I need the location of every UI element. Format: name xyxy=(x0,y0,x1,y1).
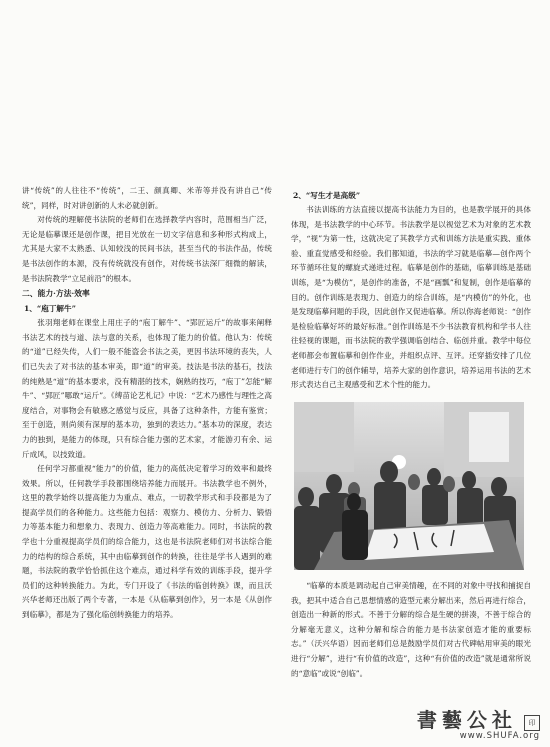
paragraph-training-method: 书法训练的方法直接以提高书法能力为目的，也是教学展开的具体体现，是书法教学的中心环节。书法教学是以视觉艺术为对象的艺术教学，“视”为第一性，这就决定了其教学方式和训练方法是重实践、重体验、重直觉感受和经验。我们都知道，书法的学习就是临摹—创作两个环节循环往复的螺旋式递进过程。临摹是创作的基础，临摹训练是基础训练，是“为模仿”，是创作的准备，不是“画瓢”和复制，创作是临摹的目的。创作训练是表现力、创造力的综合训练，是“内模仿”的外化，也是发现临摹问题的手段，因此创作又促进临摹。所以你海老师说：“创作是检验临摹好坏的最好标准。”创作训练是不少书法教育机构和学书人往往轻视的课题，而书法院的教学强调临创结合、临创并重。教学中每位老师都会布置临摹和创作作业，并组织点评、互评。还穿插安排了几位老师进行专门的创作辅导，培养大家的创作意识，培养运用书法的艺术形式表达自己主观感受和艺术个性的能力。 xyxy=(291,205,531,390)
classroom-photo-graphic xyxy=(294,402,524,570)
subheading-paoding: 1、“庖丁解牛” xyxy=(24,304,76,314)
section-heading-ability: 二、能力·方法·效率 xyxy=(22,289,90,299)
paragraph-zhang-yuxiang: 张羽翔老师在课堂上用庄子的“庖丁解牛”、“郢匠运斤”的故事来阐释书法艺术的技与道、法与意的关系，也体现了能力的价值。他认为：传统的“道”已经失传，人们一般不能盗会书法之美，更因书法环境的丧失，人们已失去了对书法的基本审美，即“道”的审美。技法是书法的基石，技法的纯熟是“道”的基本要求，没有精湛的技术，娴熟的技巧，“庖丁”怎能“解牛”、“郢匠”哪敢“运斤”。《缚苗论艺札记》中说：“艺术乃感性与理性之高度结合，对事物会有敏感之感觉与反应，具备了这种条件，方能有鉴赏；至于创造，则尚须有深厚的基本功，独到的表达力。”基本功的深度，表达力的独到，是能力的体现，只有综合能力强的艺术家，才能游刃有余、运斤成风，以技致道。 xyxy=(22,318,272,459)
paragraph-tradition-scope: 对传统的理解使书法院的老师们在选择教学内容时，范围相当广泛，无论是临摹课还是创作课，把目光放在一切文字信息和多种形式构成上，尤其是大家不太熟悉、认知较浅的民间书法，甚至当代的书法作品，传统是书法创作的本源，没有传统就没有创作，对传统书法深厂细微的解读，是书法院教学“立足前沿”的根本。 xyxy=(22,215,272,283)
left-text-column xyxy=(22,184,272,623)
paragraph-tradition-continued: 讲“传统”的人往往不“传统”，二王、颜真卿、米芾等并没有讲自己“传统”，同样，时对讲创新的人未必就创新。 xyxy=(22,186,272,210)
watermark-site: www.SHUFA.org xyxy=(459,731,540,741)
paragraph-copying-essence: “临摹的本质是调动起自己审美情趣，在不同的对象中寻找和捕捉自我，把其中适合自己思想情感的造型元素分解出来，然后再进行综合，创造出一种新的形式。不善于分解的综合是生硬的拼凑，不善于综合的分解毫无意义，这种分解和综合的能力是书法家创造才能的重要标志。”（沃兴华语）因而老师们总是鼓励学员们对古代碑帖用审美的眼光进行“分解”，进行“有价值的改造”，这种“有价值的改造”就是通常所说的“意临”或说“创临”。 xyxy=(291,581,531,678)
subheading-sketching: 2、“写生才是高级” xyxy=(293,191,361,200)
site-watermark xyxy=(417,704,540,741)
right-text-column-top xyxy=(291,188,531,393)
classroom-photo xyxy=(294,402,524,570)
right-text-column-bottom xyxy=(291,579,531,681)
paragraph-ability-value: 任何学习都重视“能力”的价值，能力的高低决定着学习的效率和最终效果。所以，任何教学手段都围绕培养能力而展开。书法教学也不例外，这里的教学始终以提高能力为重点、难点，一切教学形式和手段都是为了提高学员们的各种能力。这些能力包括：观察力、模仿力、分析力、锻悟力等基本能力和想象力、表现力、创造力等高难能力。同时，书法院的教学也十分重视提高学员们的综合能力，这也是书法院老师们对书法综合能力的结构的综合系统，其中由临摹到创作的转换，往往是学书人遇到的难题，书法院的教学恰恰抓住这个难点，通过科学有效的训练手段，提升学员们的这种转换能力。为此，专门开设了《书法的临创转换》课，而且沃兴华老师还出版了两个专著，一本是《从临摹到创作》，另一本是《从创作到临摹》，都是为了强化临创转换能力的培养。 xyxy=(22,464,272,620)
seal-icon: 印 xyxy=(524,715,540,731)
watermark-brand: 書藝公社 xyxy=(416,708,517,732)
